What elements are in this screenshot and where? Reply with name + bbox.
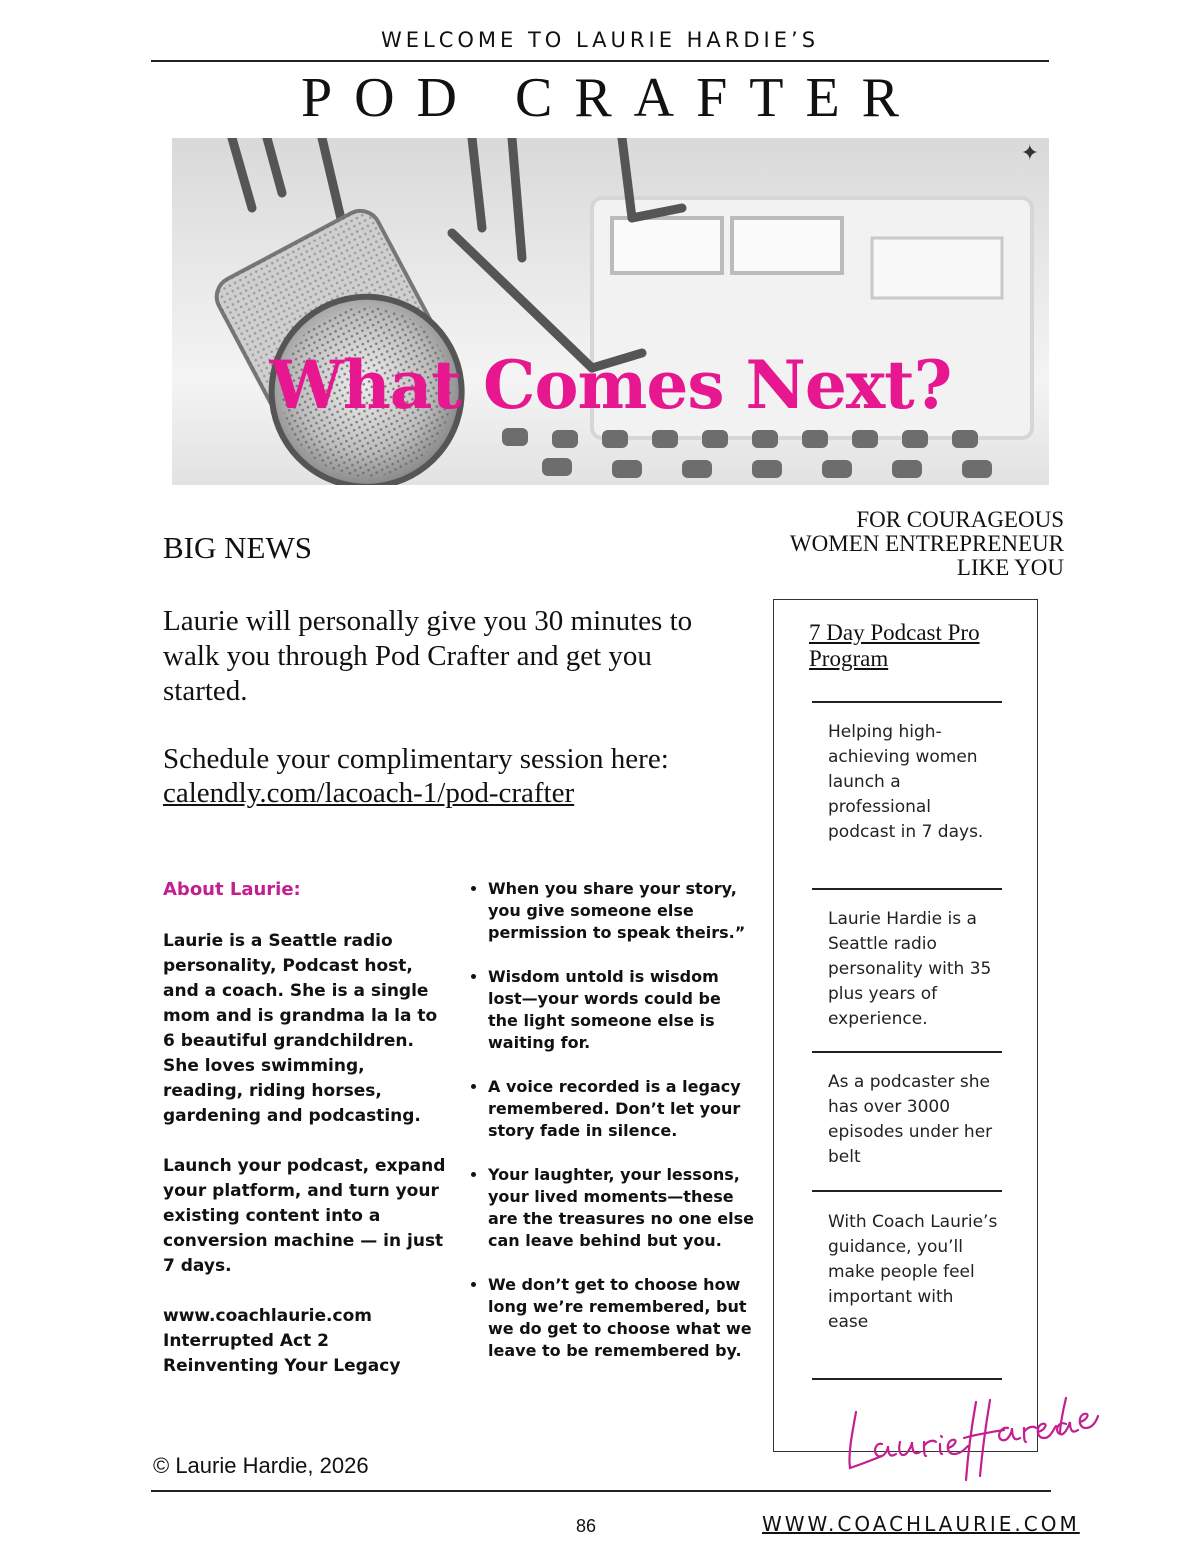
about-heading: About Laurie:: [163, 879, 301, 900]
schedule-block: [163, 742, 763, 810]
audience-tagline: [790, 508, 1064, 580]
about-link-line: Reinventing Your Legacy: [163, 1356, 401, 1376]
footer-rule: [151, 1490, 1051, 1492]
list-item: • We don’t get to choose how long we’re remembered, but we do get to choose what we leave to be remembered by.: [488, 1274, 756, 1362]
about-paragraph: Launch your podcast, expand your platform, and turn your existing content into a conversion machine — in just 7 days.: [163, 1156, 446, 1276]
about-body: [163, 929, 448, 1379]
sidebar-divider: [812, 1051, 1002, 1053]
about-link-website[interactable]: www.coachlaurie.com: [163, 1306, 372, 1326]
hero-image: [172, 138, 1049, 485]
hero-title: What Comes Next?: [269, 346, 952, 424]
sidebar-divider: [812, 1378, 1002, 1380]
list-item: • Your laughter, your lessons, your lived moments—these are the treasures no one else can leave behind but you.: [488, 1164, 756, 1252]
lead-paragraph: Laurie will personally give you 30 minutes to walk you through Pod Crafter and get you started.: [163, 605, 693, 707]
big-news-heading: BIG NEWS: [163, 530, 312, 565]
schedule-link[interactable]: calendly.com/lacoach-1/pod-crafter: [163, 777, 575, 809]
sidebar-item: As a podcaster she has over 3000 episodes under her belt: [828, 1072, 993, 1167]
sidebar-item: With Coach Laurie’s guidance, you’ll make people feel important with ease: [828, 1212, 998, 1332]
quote-list: [466, 878, 756, 1384]
sidebar-item: Laurie Hardie is a Seattle radio personality with 35 plus years of experience.: [828, 909, 992, 1029]
sidebar-divider: [812, 701, 1002, 703]
audience-line: FOR COURAGEOUS: [856, 507, 1064, 532]
sparkle-icon: ✦: [1020, 140, 1039, 165]
list-item: • Wisdom untold is wisdom lost—your words could be the light someone else is waiting for.: [488, 966, 756, 1054]
header-welcome: WELCOME TO LAURIE HARDIE’S: [380, 28, 820, 52]
schedule-text: Schedule your complimentary session here:: [163, 743, 669, 775]
audience-line: WOMEN ENTREPRENEUR: [789, 531, 1064, 556]
about-link-line: Interrupted Act 2: [163, 1331, 329, 1351]
audience-line: LIKE YOU: [956, 555, 1064, 580]
signature-image: [842, 1394, 1102, 1484]
sidebar-divider: [812, 1190, 1002, 1192]
header-rule: [151, 60, 1049, 62]
microphone-photo: [172, 138, 1049, 485]
sidebar-item: Helping high-achieving women launch a professional podcast in 7 days.: [828, 722, 984, 842]
footer-website-link[interactable]: WWW.COACHLAURIE.COM: [762, 1512, 1080, 1536]
copyright: © Laurie Hardie, 2026: [153, 1453, 369, 1478]
list-item: • A voice recorded is a legacy remembered. Don’t let your story fade in silence.: [488, 1076, 756, 1142]
sidebar-heading[interactable]: 7 Day Podcast Pro Program: [809, 620, 980, 671]
list-item: • When you share your story, you give someone else permission to speak theirs.”: [488, 878, 756, 944]
page-number: 86: [576, 1516, 597, 1536]
page-title: POD CRAFTER: [300, 67, 922, 129]
about-paragraph: Laurie is a Seattle radio personality, Podcast host, and a coach. She is a single mom and is grandma la la to 6 beautiful grandchildren. She loves swimming, reading, riding horses, gardening and podcasting.: [163, 931, 438, 1126]
sidebar-divider: [812, 888, 1002, 890]
